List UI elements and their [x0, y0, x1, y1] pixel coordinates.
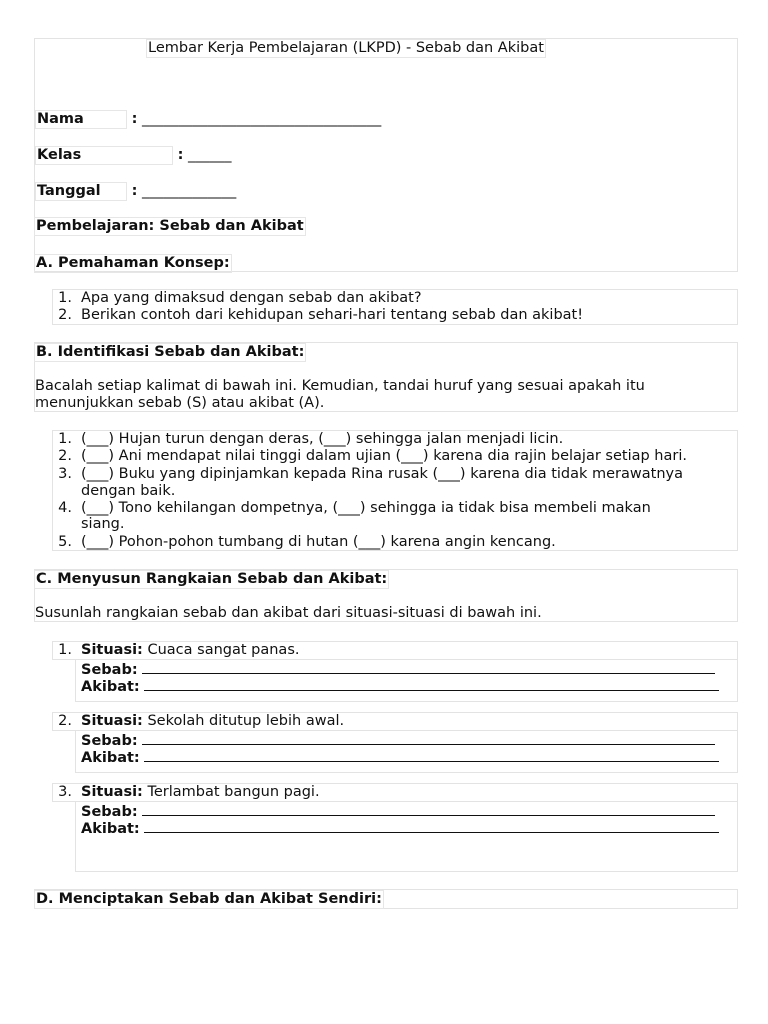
section-c-heading: C. Menyusun Rangkaian Sebab dan Akibat:: [36, 571, 388, 587]
page-title: Lembar Kerja Pembelajaran (LKPD) - Sebab dan Akibat: [148, 40, 544, 56]
kelas-colon: :: [177, 147, 184, 163]
situasi-2-akibat-label: Akibat:: [81, 750, 140, 766]
situasi-3-label: Situasi:: [81, 784, 143, 800]
tanggal-colon: :: [131, 183, 138, 199]
nama-field[interactable]: _________________________________: [142, 111, 382, 127]
situasi-2-sebab-label: Sebab:: [81, 733, 138, 749]
section-b-heading: B. Identifikasi Sebab dan Akibat:: [36, 344, 305, 360]
situasi-1-akibat-label: Akibat:: [81, 679, 140, 695]
section-b-instruction-2: menunjukkan sebab (S) atau akibat (A).: [35, 395, 325, 411]
subject-heading: Pembelajaran: Sebab dan Akibat: [36, 218, 304, 234]
kelas-row: [35, 146, 232, 165]
section-b-instruction-1: Bacalah setiap kalimat di bawah ini. Kemudian, tandai huruf yang sesuai apakah itu: [35, 378, 645, 394]
situasi-2-label: Situasi:: [81, 713, 143, 729]
section-a-heading: A. Pemahaman Konsep:: [36, 255, 230, 271]
situasi-1-akibat-row: [81, 677, 719, 696]
situasi-3-akibat-field[interactable]: [144, 819, 719, 833]
situasi-1-akibat-field[interactable]: [144, 677, 719, 691]
kelas-field[interactable]: ______: [188, 147, 232, 163]
section-d-heading: D. Menciptakan Sebab dan Akibat Sendiri:: [36, 891, 382, 907]
tanggal-label: Tanggal: [35, 182, 127, 201]
nama-label: Nama: [35, 110, 127, 129]
situasi-2-text: Sekolah ditutup lebih awal.: [147, 713, 345, 729]
section-b-item-5: (___) Pohon-pohon tumbang di hutan (___) karena angin kencang.: [81, 534, 556, 550]
section-c-instruction: Susunlah rangkaian sebab dan akibat dari situasi-situasi di bawah ini.: [35, 605, 542, 621]
section-a-item-2: Berikan contoh dari kehidupan sehari-hari tentang sebab dan akibat!: [81, 307, 584, 323]
section-b-item-3: (___) Buku yang dipinjamkan kepada Rina rusak (___) karena dia tidak merawatnya: [81, 466, 683, 482]
situasi-1-sebab-field[interactable]: [142, 660, 715, 674]
situasi-3-akibat-row: [81, 819, 719, 838]
situasi-2-akibat-field[interactable]: [144, 748, 719, 762]
nama-row: [35, 110, 381, 129]
section-b-item-3-cont: dengan baik.: [81, 483, 176, 499]
section-b-item-2: (___) Ani mendapat nilai tinggi dalam ujian (___) karena dia rajin belajar setiap hari.: [81, 448, 687, 464]
nama-colon: :: [131, 111, 138, 127]
situasi-1-label: Situasi:: [81, 642, 143, 658]
situasi-3-akibat-label: Akibat:: [81, 821, 140, 837]
situasi-3-sebab-label: Sebab:: [81, 804, 138, 820]
section-b-item-4: (___) Tono kehilangan dompetnya, (___) sehingga ia tidak bisa membeli makan: [81, 500, 651, 516]
situasi-1-text: Cuaca sangat panas.: [147, 642, 300, 658]
kelas-label: Kelas: [35, 146, 173, 165]
situasi-3-sebab-field[interactable]: [142, 802, 715, 816]
situasi-2-sebab-field[interactable]: [142, 731, 715, 745]
situasi-2-akibat-row: [81, 748, 719, 767]
section-b-item-4-cont: siang.: [81, 516, 125, 532]
tanggal-row: [35, 182, 236, 201]
situasi-1-sebab-label: Sebab:: [81, 662, 138, 678]
situasi-3-text: Terlambat bangun pagi.: [147, 784, 320, 800]
tanggal-field[interactable]: _____________: [142, 183, 237, 199]
section-b-item-1: (___) Hujan turun dengan deras, (___) sehingga jalan menjadi licin.: [81, 431, 564, 447]
section-a-item-1: Apa yang dimaksud dengan sebab dan akibat?: [81, 290, 422, 306]
